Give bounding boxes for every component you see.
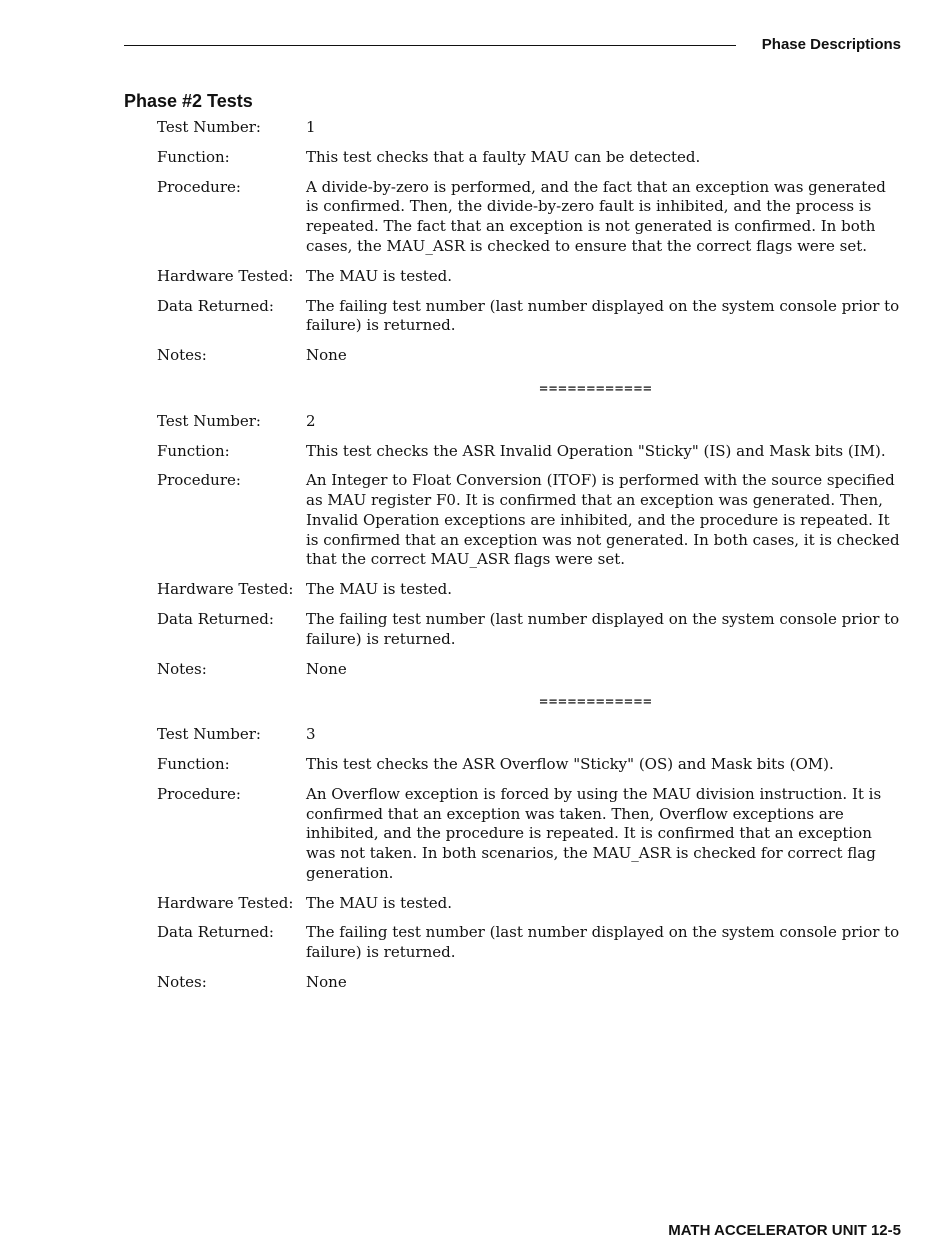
- test-data-returned: The failing test number (last number displayed on the system console prior to failure) is returned.: [306, 610, 900, 648]
- test-hardware: The MAU is tested.: [306, 580, 453, 599]
- header-rule: [124, 45, 736, 46]
- test-procedure: An Overflow exception is forced by using the MAU division instruction. It is confirmed that an exception was taken. Then, Overflow exceptions are inhibited, and the procedure is repeated. It is confirmed that an exception was not taken. In both scenarios, the MAU_ASR is checked for correct flag generation.: [306, 784, 882, 882]
- field-label: Test Number:: [157, 411, 261, 430]
- test-notes: None: [306, 659, 347, 678]
- test-function: This test checks the ASR Overflow "Sticky" (OS) and Mask bits (OM).: [306, 754, 834, 773]
- test-data-returned: The failing test number (last number displayed on the system console prior to failure) is returned.: [306, 923, 900, 962]
- field-row: [157, 267, 903, 287]
- section-title: Phase #2 Tests: [124, 91, 253, 111]
- field-row: [157, 755, 903, 775]
- test-block: [157, 725, 903, 993]
- field-label: Notes:: [157, 659, 207, 678]
- field-row: [157, 725, 903, 745]
- field-row: [157, 660, 903, 680]
- field-label: Data Returned:: [157, 923, 274, 942]
- field-row: [157, 118, 903, 138]
- field-row: [157, 785, 903, 884]
- field-label: Function:: [157, 441, 230, 460]
- test-procedure: A divide-by-zero is performed, and the fact that an exception was generated is confirmed. Then, the divide-by-zero fault is inhibited, and the process is repeated. The fact that an exception is not generated is confirmed. In both cases, the MAU_ASR is checked to ensure that the correct flags were set.: [306, 177, 886, 255]
- field-label: Test Number:: [157, 118, 261, 136]
- field-label: Function:: [157, 147, 230, 166]
- field-row: [157, 923, 903, 962]
- field-label: Procedure:: [157, 471, 241, 490]
- field-label: Procedure:: [157, 177, 241, 196]
- field-row: [157, 346, 903, 366]
- field-label: Data Returned:: [157, 610, 274, 629]
- field-row: [157, 178, 903, 257]
- page-footer: MATH ACCELERATOR UNIT 12-5: [668, 1222, 901, 1239]
- field-row: [157, 412, 903, 432]
- field-row: [157, 580, 903, 600]
- test-notes: None: [306, 973, 347, 992]
- test-data-returned: The failing test number (last number displayed on the system console prior to failure) is returned.: [306, 296, 900, 335]
- test-hardware: The MAU is tested.: [306, 266, 453, 285]
- field-label: Notes:: [157, 973, 207, 992]
- field-row: [157, 471, 903, 570]
- field-label: Hardware Tested:: [157, 266, 294, 285]
- running-header: Phase Descriptions: [761, 36, 901, 53]
- field-row: [157, 442, 903, 462]
- field-label: Data Returned:: [157, 296, 274, 315]
- field-label: Hardware Tested:: [157, 893, 294, 912]
- test-separator: ============: [539, 694, 653, 711]
- test-procedure: An Integer to Float Conversion (ITOF) is performed with the source specified as MAU register F0. It is confirmed that an exception was generated. Then, Invalid Operation exceptions are inhibited, and the procedure is repeated. It is confirmed that an exception was not generated. In both cases, it is checked that the correct MAU_ASR flags were set.: [306, 471, 900, 569]
- field-label: Test Number:: [157, 725, 261, 744]
- field-label: Procedure:: [157, 784, 241, 803]
- field-label: Function:: [157, 754, 230, 773]
- test-list: [157, 118, 903, 1003]
- test-number: 2: [306, 411, 316, 430]
- field-row: [157, 148, 903, 168]
- test-function: This test checks the ASR Invalid Operation "Sticky" (IS) and Mask bits (IM).: [306, 441, 886, 460]
- field-label: Notes:: [157, 346, 207, 365]
- test-number: 3: [306, 725, 316, 744]
- test-block: [157, 412, 903, 680]
- field-row: [157, 894, 903, 914]
- test-block: [157, 118, 903, 366]
- field-row: [157, 973, 903, 993]
- field-label: Hardware Tested:: [157, 580, 294, 599]
- test-separator: ============: [539, 380, 653, 397]
- test-notes: None: [306, 346, 347, 365]
- test-number: 1: [306, 118, 316, 136]
- test-hardware: The MAU is tested.: [306, 893, 453, 912]
- test-function: This test checks that a faulty MAU can be detected.: [306, 147, 701, 166]
- field-row: [157, 297, 903, 336]
- field-row: [157, 610, 903, 649]
